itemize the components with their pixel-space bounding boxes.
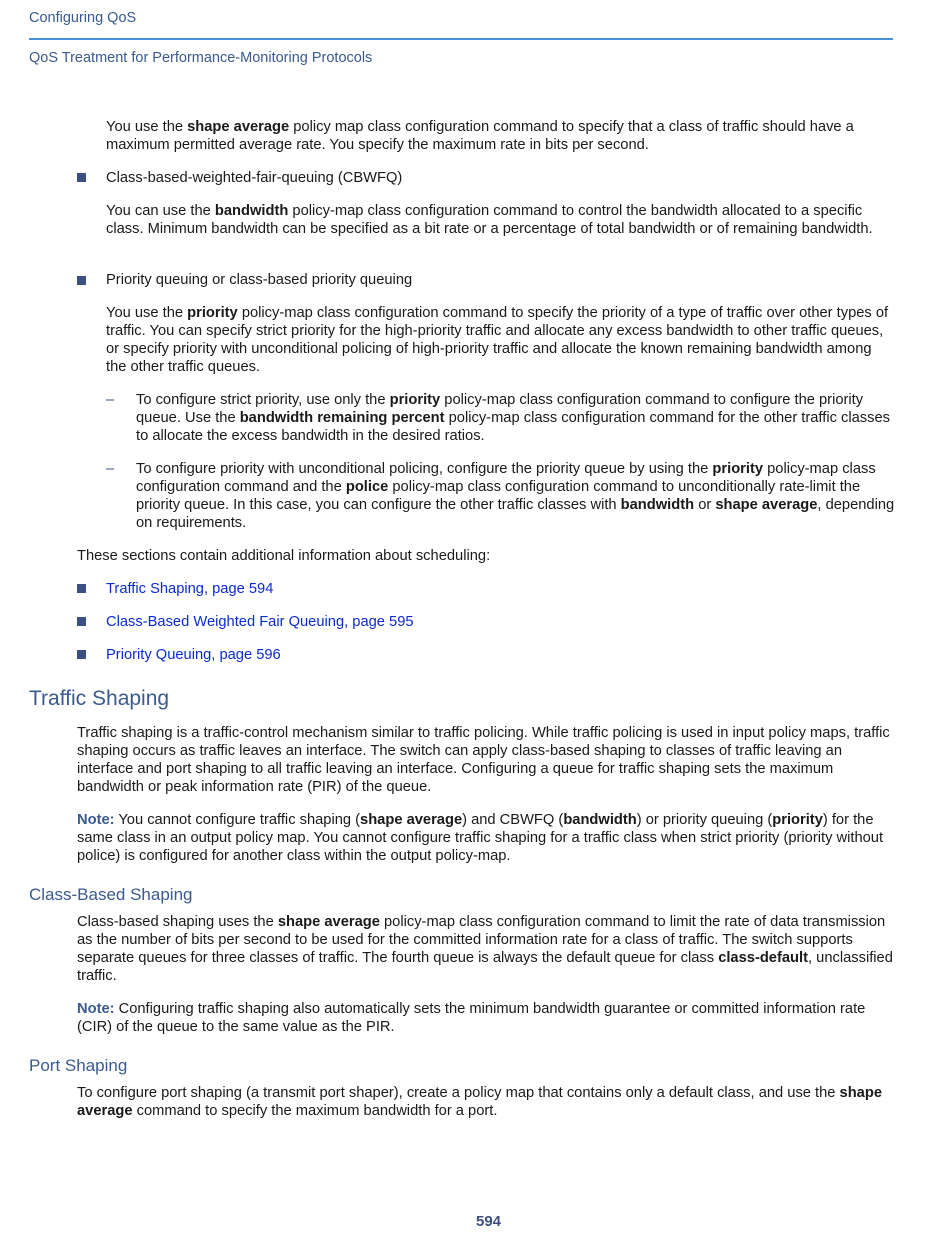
text-run: To configure priority with unconditional policing, configure the priority queue by using the: [136, 461, 713, 477]
command-keyword: bandwidth: [563, 812, 637, 828]
command-keyword: priority: [389, 392, 441, 408]
bandwidth-paragraph: [106, 202, 896, 238]
bullet-icon: [77, 650, 86, 659]
note-label: Note:: [77, 1001, 115, 1017]
command-keyword: shape average: [360, 812, 463, 828]
command-keyword: shape average: [77, 1085, 882, 1119]
shape-average-paragraph: [106, 118, 896, 154]
command-keyword: priority: [772, 812, 823, 828]
bullet-item-priority: Priority queuing or class-based priority queuing: [106, 272, 413, 288]
page-number: 594: [475, 1213, 502, 1230]
text-run: , unclassified traffic.: [77, 950, 893, 984]
command-keyword: bandwidth remaining percent: [239, 410, 445, 426]
traffic-shaping-heading: Traffic Shaping: [29, 687, 170, 710]
text-run: To configure port shaping (a transmit port shaper), create a policy map that contains only a default class, and use the: [77, 1085, 840, 1101]
bullet-icon: [77, 276, 86, 285]
text-run: You use the: [106, 305, 188, 321]
class-based-shaping-body: [77, 913, 897, 985]
priority-paragraph: [106, 304, 896, 376]
strict-priority-item: [136, 391, 896, 445]
text-run: You cannot configure traffic shaping (: [114, 812, 361, 828]
priority-queuing-link[interactable]: Priority Queuing, page 596: [106, 647, 281, 663]
traffic-shaping-link[interactable]: Traffic Shaping, page 594: [106, 581, 274, 597]
port-shaping-heading: Port Shaping: [29, 1056, 128, 1075]
class-based-shaping-heading: Class-Based Shaping: [29, 885, 193, 904]
text-run: , depending on requirements.: [136, 497, 895, 531]
text-run: policy map class configuration command to specify that a class of traffic should have a maximum permitted average rate. You specify the maximum rate in bits per second.: [106, 119, 854, 153]
traffic-shaping-body: Traffic shaping is a traffic-control mechanism similar to traffic policing. While traffic policing is used in input policy maps, traffic shaping occurs as traffic leaves an interface. The switch can apply class-based shaping to classes of traffic leaving an interface and port shaping to all traffic leaving an interface. Configuring a queue for traffic shaping sets the maximum bandwidth or peak information rate (PIR) of the queue.: [77, 725, 890, 795]
text-run: policy-map class configuration command to specify the priority of a type of traffic over other types of traffic. You can specify strict priority for the high-priority traffic and allocate any excess bandwidth to other traffic queues, or specify priority with unconditional policing of high-priority traffic and allocate the known remaining bandwidth among the other traffic queues.: [106, 305, 889, 375]
command-keyword: shape average: [277, 914, 380, 930]
link-item: [106, 580, 896, 598]
text-run: policy-map class configuration command to control the bandwidth allocated to a specific class. Minimum bandwidth can be specified as a bit rate or a percentage of total bandwidth or of remaining bandwidth.: [106, 203, 873, 237]
command-keyword: police: [345, 479, 389, 495]
chapter-title: Configuring QoS: [29, 10, 137, 26]
text-run: ) or priority queuing (: [636, 812, 773, 828]
text-run: To configure strict priority, use only the: [136, 392, 390, 408]
cbwfq-link[interactable]: Class-Based Weighted Fair Queuing, page 595: [106, 614, 414, 630]
command-keyword: priority: [712, 461, 764, 477]
command-keyword: bandwidth: [620, 497, 695, 513]
bullet-icon: [77, 173, 86, 182]
link-item: [106, 613, 896, 631]
text-run: policy-map class configuration command and the: [136, 461, 876, 495]
dash-marker: –: [106, 392, 115, 408]
command-keyword: shape average: [187, 119, 290, 135]
text-run: policy-map class configuration command to unconditionally rate-limit the priority queue. In this case, you can configure the other traffic classes with: [136, 479, 861, 513]
command-keyword: shape average: [715, 497, 818, 513]
link-item: [106, 646, 896, 664]
text-run: Configuring traffic shaping also automatically sets the minimum bandwidth guarantee or committed information rate (CIR) of the queue to the same value as the PIR.: [77, 1001, 866, 1035]
bullet-icon: [77, 584, 86, 593]
text-run: You can use the: [106, 203, 215, 219]
sections-intro: These sections contain additional information about scheduling:: [77, 548, 491, 564]
command-keyword: class-default: [718, 950, 808, 966]
traffic-shaping-note: [77, 811, 897, 865]
text-run: ) and CBWFQ (: [462, 812, 564, 828]
class-based-shaping-note: [77, 1000, 897, 1036]
dash-marker: –: [106, 461, 115, 477]
text-run: policy-map class configuration command to configure the priority queue. Use the: [136, 392, 864, 426]
text-run: command to specify the maximum bandwidth for a port.: [132, 1103, 498, 1119]
text-run: You use the: [106, 119, 188, 135]
text-run: policy-map class configuration command to limit the rate of data transmission as the number of bits per second to be used for the committed information rate for a class of traffic. The switch supports separate queues for three classes of traffic. The fourth queue is always the default queue for class: [77, 914, 886, 966]
bullet-item-cbwfq: Class-based-weighted-fair-queuing (CBWFQ): [106, 170, 403, 186]
header-rule: [29, 38, 893, 40]
command-keyword: bandwidth: [214, 203, 289, 219]
port-shaping-body: [77, 1084, 897, 1120]
text-run: policy-map class configuration command for the other traffic classes to allocate the excess bandwidth in the desired ratios.: [136, 410, 890, 444]
policing-priority-item: [136, 460, 896, 532]
text-run: ) for the same class in an output policy map. You cannot configure traffic shaping for a traffic class when strict priority (priority without police) is configured for another class within the output policy-map.: [77, 812, 884, 864]
note-label: Note:: [77, 812, 115, 828]
bullet-icon: [77, 617, 86, 626]
command-keyword: priority: [187, 305, 238, 321]
text-run: Class-based shaping uses the: [77, 914, 278, 930]
text-run: or: [694, 497, 716, 513]
section-title: QoS Treatment for Performance-Monitoring Protocols: [29, 50, 373, 66]
